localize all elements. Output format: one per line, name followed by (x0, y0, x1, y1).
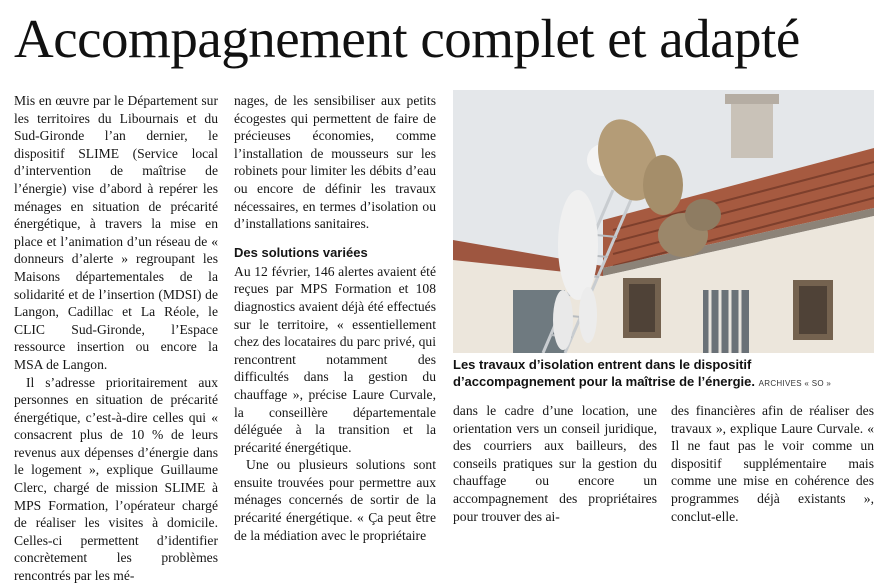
paragraph: Il s’adresse prioritairement aux personnes en situation de précarité énergétique, c’est-à-dire celles qui « consacrent plus de 10 % de leurs revenus aux dépenses d’énergie dans le logement », explique Guillaume Clerc, chargé de mission SLIME à MPS Formation, l’opérateur chargé de réaliser les visites à domicile. Celles-ci permettent d’identifier concrètement les problèmes rencontrés par les mé- (14, 374, 218, 584)
section-subhead: Des solutions variées (234, 244, 368, 260)
paragraph: Mis en œuvre par le Département sur les territoires du Libournais et du Sud-Gironde l’an dernier, le dispositif SLIME (Service local d’intervention de maîtrise de l’énergie) vise d’abord à repérer les ménages en situation de précarité énergétique, à travers la mise en place et l’animation d’un réseau de « donneurs d’alerte » regroupant les Maisons départementales de la solidarité et de l’insertion (MDSI) de Langon, Cadillac et La Réole, le CLIC Sud-Gironde, l’Espace ressource insertion ou encore la MSA de Langon. (14, 93, 218, 372)
paragraph: dans le cadre d’une location, une orientation vers un conseil juridique, des courriers aux bailleurs, des conseils pratiques sur la gestion du chauffage ou encore un accompagnement des propriétaires pour trouver des ai- (453, 403, 657, 524)
paragraph: des financières afin de réaliser des travaux », explique Laure Curvale. « Il ne faut pas le voir comme un dispositif supplémentaire mais comme une mise en cohérence des programmes déjà existants », conclut-elle. (671, 403, 874, 524)
paragraph: nages, de les sensibiliser aux petits écogestes qui permettent de faire de précieuses économies, comme l’installation de mousseurs sur les robinets pour limiter les débits d’eau ou encore de définir les travaux nécessaires, en termes d’isolation ou d’installations sanitaires. (234, 93, 436, 232)
photo-caption (453, 356, 874, 392)
caption-text: Les travaux d’isolation entrent dans le dispositif d’accompagnement pour la maîtrise de l’énergie. (453, 357, 755, 389)
article-column-4 (671, 402, 874, 525)
article-column-3 (453, 402, 657, 525)
article-column-1 (14, 92, 218, 585)
insulation-work-photo (453, 90, 874, 353)
paragraph: Une ou plusieurs solutions sont ensuite trouvées pour permettre aux ménages concernés de sortir de la précarité énergétique. « Ça peut être de la médiation avec le propriétaire (234, 457, 436, 543)
paragraph: Au 12 février, 146 alertes avaient été reçues par MPS Formation et 108 diagnostics avaient déjà été effectués sur le territoire, « essentiellement chez des locataires du parc privé, qui rencontrent notamment des difficultés dans la gestion du chauffage », précise Laure Curvale, la conseillère départementale déléguée à la transition et la précarité énergétique. (234, 263, 436, 455)
article-photo (453, 90, 874, 353)
article-column-2 (234, 92, 436, 544)
article-headline: Accompagnement complet et adapté (14, 8, 800, 69)
photo-credit: ARCHIVES « SO » (758, 379, 832, 388)
